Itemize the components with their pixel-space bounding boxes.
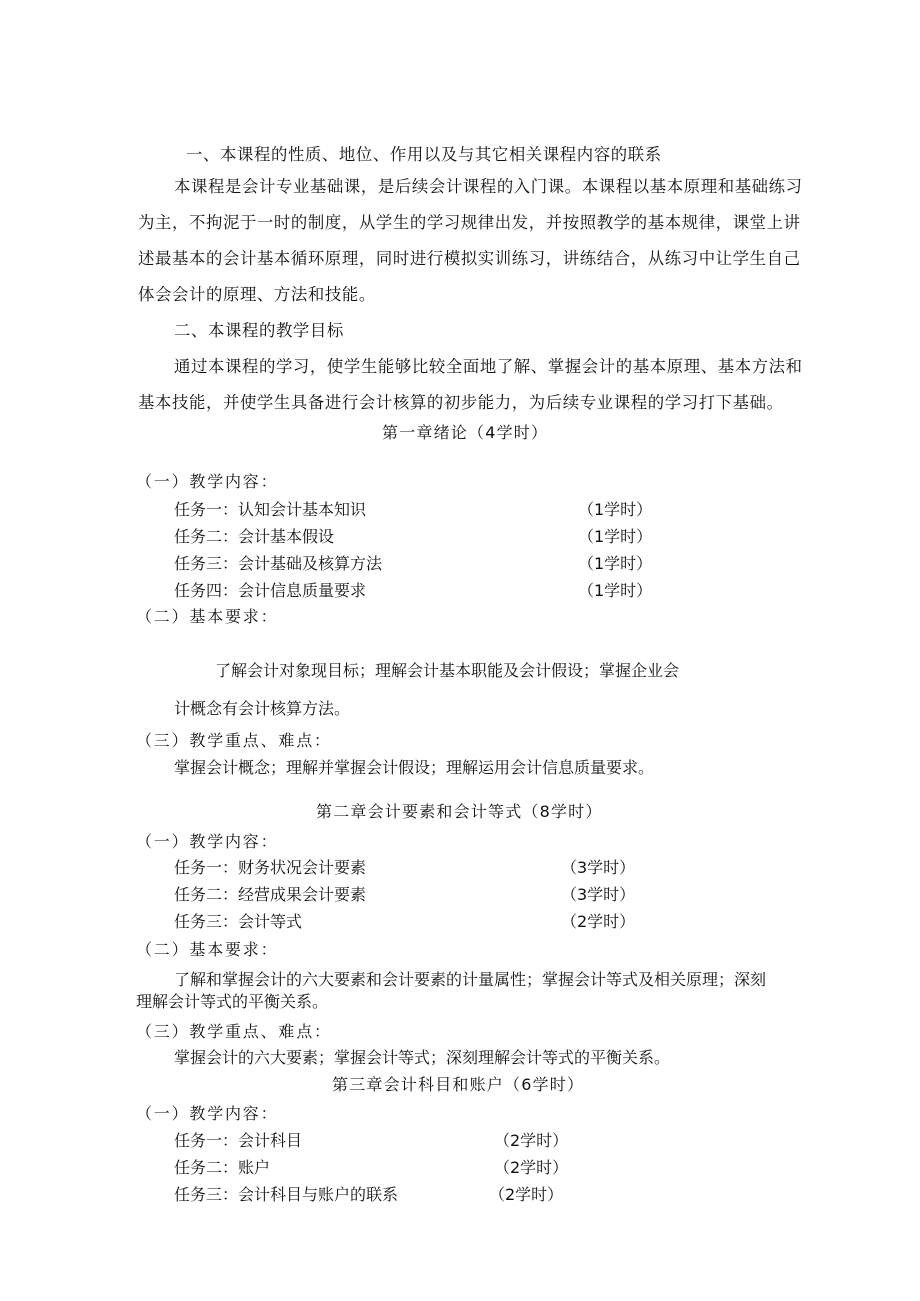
requirements-line: 计概念有会计核算方法。 <box>174 699 351 718</box>
task-name: 任务一：认知会计基本知识 <box>174 500 367 519</box>
task-name: 任务二：账户 <box>174 1158 271 1177</box>
chapter-title: 第三章会计科目和账户（6学时） <box>332 1075 585 1094</box>
task-hours: （1学时） <box>578 581 653 600</box>
task-name: 任务三：会计基础及核算方法 <box>174 554 383 573</box>
requirements-line: 了解和掌握会计的六大要素和会计要素的计量属性；掌握会计等式及相关原理；深刻 <box>174 970 767 989</box>
paragraph-line: 通过本课程的学习，使学生能够比较全面地了解、掌握会计的基本原理、基本方法和 <box>174 357 803 376</box>
paragraph-line: 体会会计的原理、方法和技能。 <box>138 285 376 304</box>
task-hours: （2学时） <box>489 1185 564 1204</box>
task-hours: （2学时） <box>561 912 636 931</box>
section-2-title: 二、本课程的教学目标 <box>174 321 344 340</box>
chapter-title: 第一章绪论（4学时） <box>382 423 549 442</box>
task-name: 任务三：会计等式 <box>174 912 303 931</box>
task-hours: （1学时） <box>578 554 653 573</box>
content-label: （一）教学内容： <box>136 832 279 851</box>
key-points-label: （三）教学重点、难点： <box>136 731 332 750</box>
task-hours: （2学时） <box>494 1131 569 1150</box>
requirements-label: （二）基本要求： <box>136 607 279 626</box>
section-1-title: 一、本课程的性质、地位、作用以及与其它相关课程内容的联系 <box>186 145 662 164</box>
paragraph-line: 为主，不拘泥于一时的制度，从学生的学习规律出发，并按照教学的基本规律，课堂上讲 <box>138 213 801 232</box>
task-name: 任务四：会计信息质量要求 <box>174 581 367 600</box>
chapter-title: 第二章会计要素和会计等式（8学时） <box>316 802 603 821</box>
requirements-line: 理解会计等式的平衡关系。 <box>136 992 329 1011</box>
task-name: 任务一：财务状况会计要素 <box>174 858 367 877</box>
task-hours: （3学时） <box>561 885 636 904</box>
paragraph-line: 本课程是会计专业基础课，是后续会计课程的入门课。本课程以基本原理和基础练习 <box>174 177 803 196</box>
content-label: （一）教学内容： <box>136 1104 279 1123</box>
task-hours: （3学时） <box>561 858 636 877</box>
task-hours: （1学时） <box>578 527 653 546</box>
task-name: 任务二：经营成果会计要素 <box>174 885 367 904</box>
content-label: （一）教学内容： <box>136 472 279 491</box>
task-name: 任务一：会计科目 <box>174 1131 303 1150</box>
paragraph-line: 基本技能，并使学生具备进行会计核算的初步能力，为后续专业课程的学习打下基础。 <box>138 393 784 412</box>
key-points-label: （三）教学重点、难点： <box>136 1022 332 1041</box>
requirements-line: 了解会计对象现目标；理解会计基本职能及会计假设；掌握企业会 <box>215 661 680 680</box>
task-name: 任务三：会计科目与账户的联系 <box>174 1185 399 1204</box>
key-points-text: 掌握会计的六大要素；掌握会计等式；深刻理解会计等式的平衡关系。 <box>174 1048 671 1067</box>
task-name: 任务二：会计基本假设 <box>174 527 335 546</box>
key-points-text: 掌握会计概念；理解并掌握会计假设；理解运用会计信息质量要求。 <box>174 758 655 777</box>
paragraph-line: 述最基本的会计基本循环原理，同时进行模拟实训练习，讲练结合，从练习中让学生自己 <box>138 249 801 268</box>
requirements-label: （二）基本要求： <box>136 940 279 959</box>
task-hours: （1学时） <box>578 500 653 519</box>
task-hours: （2学时） <box>494 1158 569 1177</box>
